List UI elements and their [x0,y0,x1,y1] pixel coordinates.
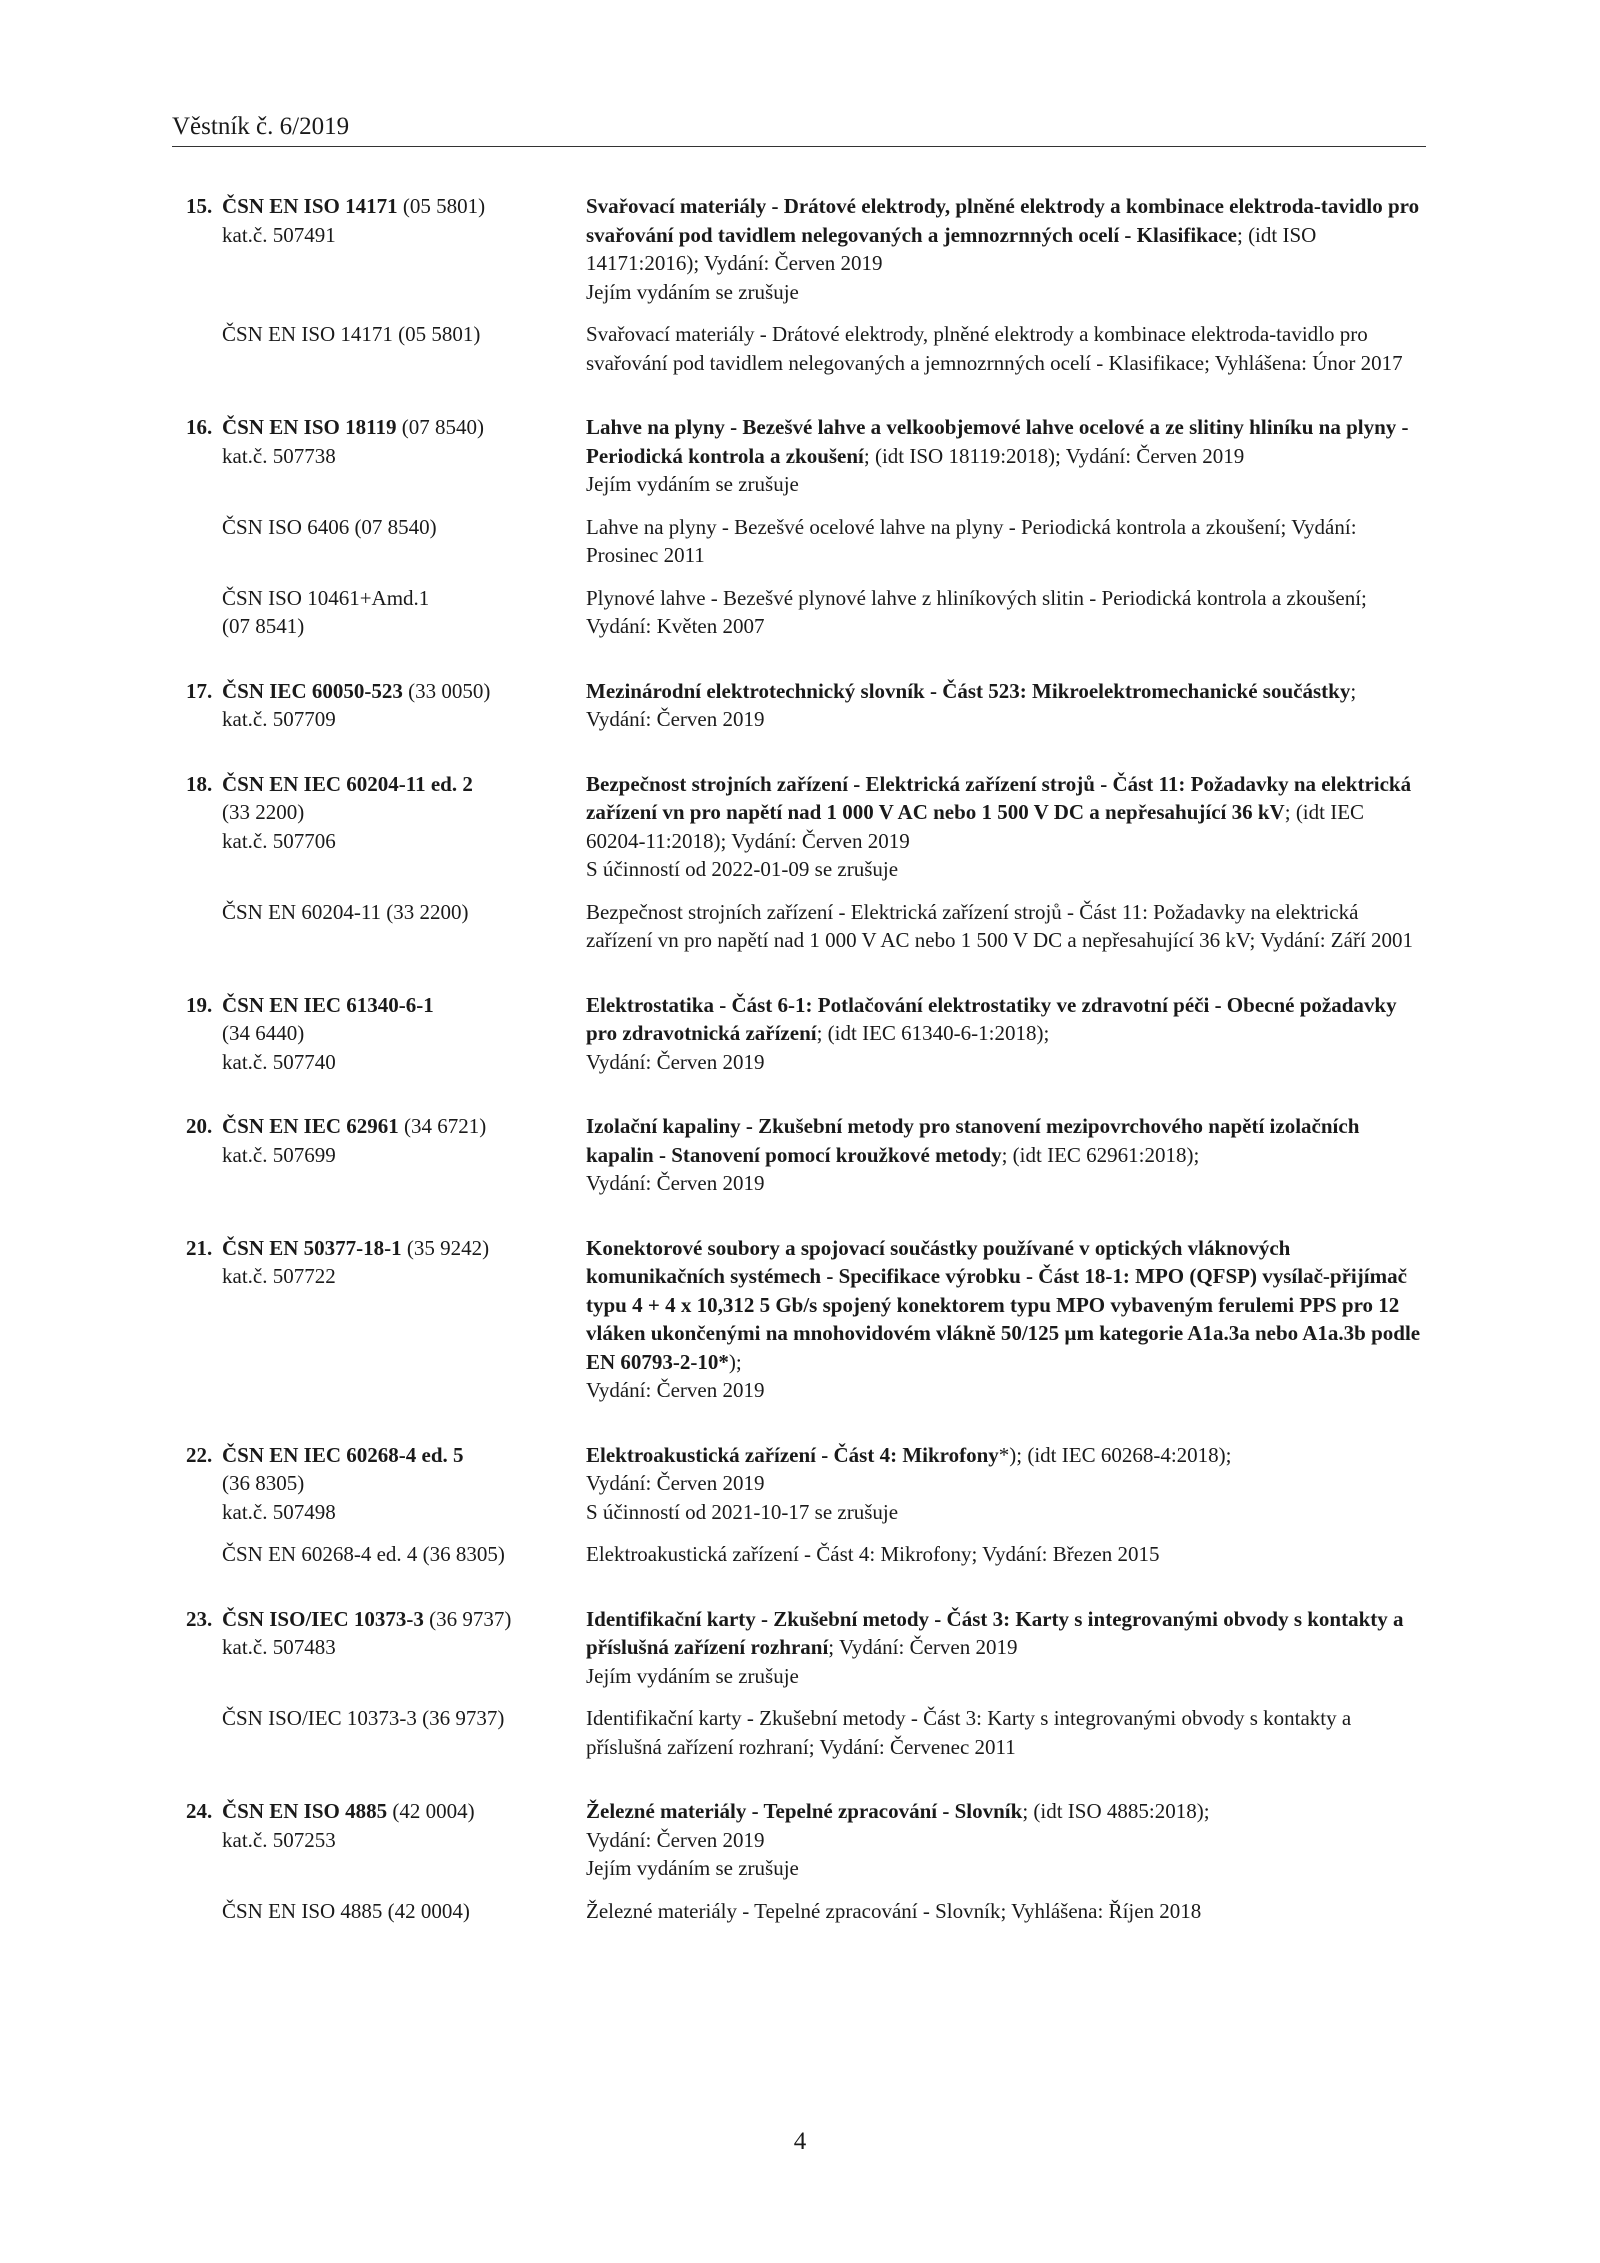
entry-main-row [186,1112,1426,1198]
replaced-standard-description: Bezpečnost strojních zařízení - Elektrická zařízení strojů - Část 11: Požadavky na elektrická zařízení vn pro napětí nad 1 000 V AC nebo 1 500 V DC a nepřesahující 36 kV; Vydání: Září 2001 [586,899,1414,952]
replaced-standard-label: ČSN EN 60204-11 (33 2200) [222,899,469,924]
replaced-standard-id [186,898,586,927]
replaced-standard-id [186,1704,586,1733]
standard-entry [186,1112,1426,1198]
entry-title-bold: Elektrostatika - Část 6-1: Potlačování elektrostatiky ve zdravotní péči - Obecné požadavky pro zdravotnická zařízení [586,992,1397,1045]
entry-number: 24. [186,1799,213,1823]
replaced-standard-description: Železné materiály - Tepelné zpracování - Slovník; Vyhlášena: Říjen 2018 [586,1898,1202,1923]
replaced-standard-description: Identifikační karty - Zkušební metody - Část 3: Karty s integrovanými obvody s kontakty a příslušná zařízení rozhraní; Vydání: Červenec 2011 [586,1706,1352,1759]
entry-title-rest: ; Vydání: Červen 2019 [828,1635,1018,1659]
entry-title-bold: Lahve na plyny - Bezešvé lahve a velkoobjemové lahve ocelové a ze slitiny hliníku na plyny - Periodická kontrola a zkoušení [586,415,1409,468]
standard-entry [186,1797,1426,1925]
entry-identifier [186,770,586,856]
entry-title-bold: Svařovací materiály - Drátové elektrody, plněné elektrody a kombinace elektroda-tavidlo pro svařování pod tavidlem nelegovaných a jemnozrnných ocelí - Klasifikace [586,194,1420,247]
entry-number: 20. [186,1114,213,1138]
entry-title [586,1112,1426,1169]
entry-standard-line [186,192,586,221]
standard-entry [186,192,1426,377]
entry-description [586,1441,1426,1527]
standard-entry [186,1605,1426,1762]
standard-designation: ČSN EN ISO 18119 [222,415,397,439]
entry-note: Jejím vydáním se zrušuje [586,279,799,304]
standard-designation: ČSN EN ISO 4885 [222,1799,388,1823]
entry-number: 23. [186,1606,213,1631]
replaced-standard-row [186,513,1426,570]
entry-description [586,770,1426,884]
catalog-line: kat.č. 507740 [222,1049,336,1074]
entry-number: 21. [186,1235,213,1260]
entry-description [586,1797,1426,1883]
entry-description [586,677,1426,734]
replaced-standard-id [186,1540,586,1569]
entry-standard-line [186,1112,586,1141]
entry-title-bold: Elektroakustická zařízení - Část 4: Mikrofony [586,1442,999,1467]
page-number: 4 [793,2128,807,2155]
entry-title-bold: Železné materiály - Tepelné zpracování - Slovník [586,1799,1023,1823]
replaced-standard-id [186,1897,586,1926]
entry-number: 19. [186,992,213,1017]
entry-identifier [186,991,586,1077]
standard-code: (42 0004) [387,1799,475,1823]
entry-title-rest: ; (idt IEC 62961:2018); [1001,1142,1200,1167]
standard-code: (07 8540) [396,415,484,439]
entry-identifier [186,1605,586,1662]
standard-code: (35 9242) [401,1235,490,1260]
replaced-standard-label: ČSN ISO 6406 (07 8540) [222,514,437,539]
entry-number: 15. [186,194,213,218]
standard-designation: ČSN EN IEC 60204-11 ed. 2 [222,771,473,796]
entry-note: Vydání: Červen 2019 [586,1378,765,1402]
entry-title [586,192,1426,278]
entry-title-bold: Identifikační karty - Zkušební metody - Část 3: Karty s integrovanými obvody s kontakty a příslušná zařízení rozhraní [586,1606,1404,1659]
standard-code: (33 0050) [402,678,491,703]
entry-description [586,1234,1426,1405]
entry-title [586,677,1426,734]
standard-entry [186,677,1426,734]
catalog-line: kat.č. 507491 [222,222,336,247]
standard-designation: ČSN EN 50377-18-1 [222,1235,402,1260]
entry-note: Vydání: Červen 2019 [586,1171,765,1195]
replaced-standard-id [186,320,586,349]
entry-main-row [186,1797,1426,1883]
replaced-standard-row [186,1897,1426,1926]
replaced-standard-label: ČSN EN 60268-4 ed. 4 (36 8305) [222,1542,505,1566]
standard-designation: ČSN EN IEC 61340-6-1 [222,992,434,1017]
entry-main-row [186,770,1426,884]
entry-title-rest: ; (idt ISO 14171:2016); Vydání: Červen 2019 [586,222,1317,275]
standard-entry [186,1441,1426,1569]
entry-main-row [186,1234,1426,1405]
entry-title-rest: ; Vydání: Červen 2019 [586,678,1357,731]
entry-standard-line [186,413,586,442]
catalog-line: kat.č. 507253 [222,1827,336,1852]
entry-standard-line [186,1605,586,1634]
replaced-standard-row [186,584,1426,641]
replaced-standard-label: ČSN ISO/IEC 10373-3 (36 9737) [222,1706,505,1730]
entry-note: Vydání: Červen 2019 S účinností od 2021-10-17 se zrušuje [586,1471,899,1524]
entry-identifier [186,1234,586,1291]
entry-identifier [186,413,586,470]
entry-number: 22. [186,1442,213,1467]
replaced-standard-description: Elektroakustická zařízení - Část 4: Mikrofony; Vydání: Březen 2015 [586,1542,1160,1566]
entry-main-row [186,413,1426,499]
entry-description [586,413,1426,499]
entry-title-rest: ; (idt IEC 61340-6-1:2018); [816,1021,1050,1045]
replaced-standard-label: ČSN EN ISO 4885 (42 0004) [222,1898,470,1923]
replaced-standard-label: ČSN EN ISO 14171 (05 5801) [222,322,481,346]
entry-main-row [186,1441,1426,1527]
standard-code: (36 9737) [423,1606,512,1631]
entry-title [586,991,1426,1048]
entry-standard-line [186,1441,586,1470]
catalog-line: kat.č. 507699 [222,1142,336,1167]
entry-note: S účinností od 2022-01-09 se zrušuje [586,857,899,881]
replaced-standard-id [186,584,586,641]
entry-main-row [186,991,1426,1077]
entry-title [586,413,1426,470]
entry-identifier [186,1112,586,1169]
standard-designation: ČSN IEC 60050-523 [222,678,403,703]
standard-designation: ČSN ISO/IEC 10373-3 [222,1606,424,1631]
entry-standard-line [186,1234,586,1263]
entry-number: 16. [186,415,213,439]
entry-description [586,1605,1426,1691]
entry-standard-line [186,677,586,706]
replaced-standard-id [186,513,586,542]
catalog-line: (36 8305) [222,1471,305,1495]
entry-description [586,1112,1426,1198]
entry-title-rest: ; (idt IEC 60204-11:2018); Vydání: Červen 2019 [586,800,1365,853]
entry-title [586,770,1426,856]
entry-standard-line [186,770,586,799]
entry-identifier [186,192,586,249]
entry-note: Jejím vydáním se zrušuje [586,1663,799,1688]
entry-title [586,1234,1426,1377]
entry-number: 18. [186,771,213,796]
catalog-line: kat.č. 507709 [222,707,336,731]
standard-code: (34 6721) [398,1114,487,1138]
entry-note: Vydání: Červen 2019 Jejím vydáním se zrušuje [586,1827,799,1880]
entry-identifier [186,677,586,734]
catalog-line: kat.č. 507483 [222,1635,336,1659]
entry-title-rest: ; (idt ISO 18119:2018); Vydání: Červen 2019 [863,443,1245,468]
entry-description [586,991,1426,1077]
standard-entry [186,1234,1426,1405]
entry-number: 17. [186,678,213,703]
replaced-standard-row [186,320,1426,377]
entry-main-row [186,677,1426,734]
entry-title-bold: Bezpečnost strojních zařízení - Elektrická zařízení strojů - Část 11: Požadavky na elektrická zařízení vn pro napětí nad 1 000 V AC nebo 1 500 V DC a nepřesahující 36 kV [586,771,1412,824]
entry-title [586,1797,1426,1826]
replaced-standard-row [186,1540,1426,1569]
catalog-line: (33 2200) [222,800,305,824]
standard-designation: ČSN EN IEC 60268-4 ed. 5 [222,1442,464,1467]
entry-description [586,192,1426,306]
catalog-line: kat.č. 507706 [222,828,336,853]
standards-list [186,192,1426,1961]
entry-title-bold: Izolační kapaliny - Zkušební metody pro stanovení mezipovrchového napětí izolačních kapalin - Stanovení pomocí kroužkové metody [586,1114,1360,1167]
standard-entry [186,770,1426,955]
entry-title-rest: *); (idt IEC 60268-4:2018); [998,1442,1232,1467]
replaced-standard-row [186,898,1426,955]
standard-code: (05 5801) [397,194,486,218]
entry-note: Vydání: Červen 2019 [586,1049,765,1074]
entry-note: Jejím vydáním se zrušuje [586,472,799,496]
entry-title-bold: Konektorové soubory a spojovací součástky používané v optických vláknových komunikačních systémech - Specifikace výrobku - Část 18-1: MPO (QFSP) vysílač-přijímač typu 4 + 4 x 10,312 5 Gb/s spojený konektorem typu MPO vybaveným ferulemi PPS pro 12 vláken ukončenými na mnohovidovém vlákně 50/125 µm kategorie A1a.3a nebo A1a.3b podle EN 60793-2-10* [586,1235,1421,1374]
page-header: Věstník č. 6/2019 [172,112,1426,147]
replaced-standard-label: ČSN ISO 10461+Amd.1 (07 8541) [222,585,430,638]
entry-standard-line [186,991,586,1020]
replaced-standard-description: Lahve na plyny - Bezešvé ocelové lahve na plyny - Periodická kontrola a zkoušení; Vydání: Prosinec 2011 [586,514,1357,567]
replaced-standard-row [186,1704,1426,1761]
entry-standard-line [186,1797,586,1826]
catalog-line: kat.č. 507498 [222,1499,336,1524]
catalog-line: kat.č. 507722 [222,1264,336,1288]
replaced-standard-description: Plynové lahve - Bezešvé plynové lahve z hliníkových slitin - Periodická kontrola a zkoušení; Vydání: Květen 2007 [586,585,1367,638]
standard-designation: ČSN EN IEC 62961 [222,1114,399,1138]
entry-title [586,1441,1426,1470]
entry-title [586,1605,1426,1662]
entry-title-rest: ; (idt ISO 4885:2018); [1022,1799,1210,1823]
standard-entry [186,991,1426,1077]
entry-title-rest: ); [728,1349,742,1374]
catalog-line: (34 6440) [222,1021,305,1045]
entry-main-row [186,192,1426,306]
entry-identifier [186,1441,586,1527]
catalog-line: kat.č. 507738 [222,443,336,468]
standard-entry [186,413,1426,641]
standard-designation: ČSN EN ISO 14171 [222,194,398,218]
entry-main-row [186,1605,1426,1691]
replaced-standard-description: Svařovací materiály - Drátové elektrody, plněné elektrody a kombinace elektroda-tavidlo pro svařování pod tavidlem nelegovaných a jemnozrnných ocelí - Klasifikace; Vyhlášena: Únor 2017 [586,322,1403,375]
entry-title-bold: Mezinárodní elektrotechnický slovník - Část 523: Mikroelektromechanické součástky [586,678,1351,703]
entry-identifier [186,1797,586,1854]
